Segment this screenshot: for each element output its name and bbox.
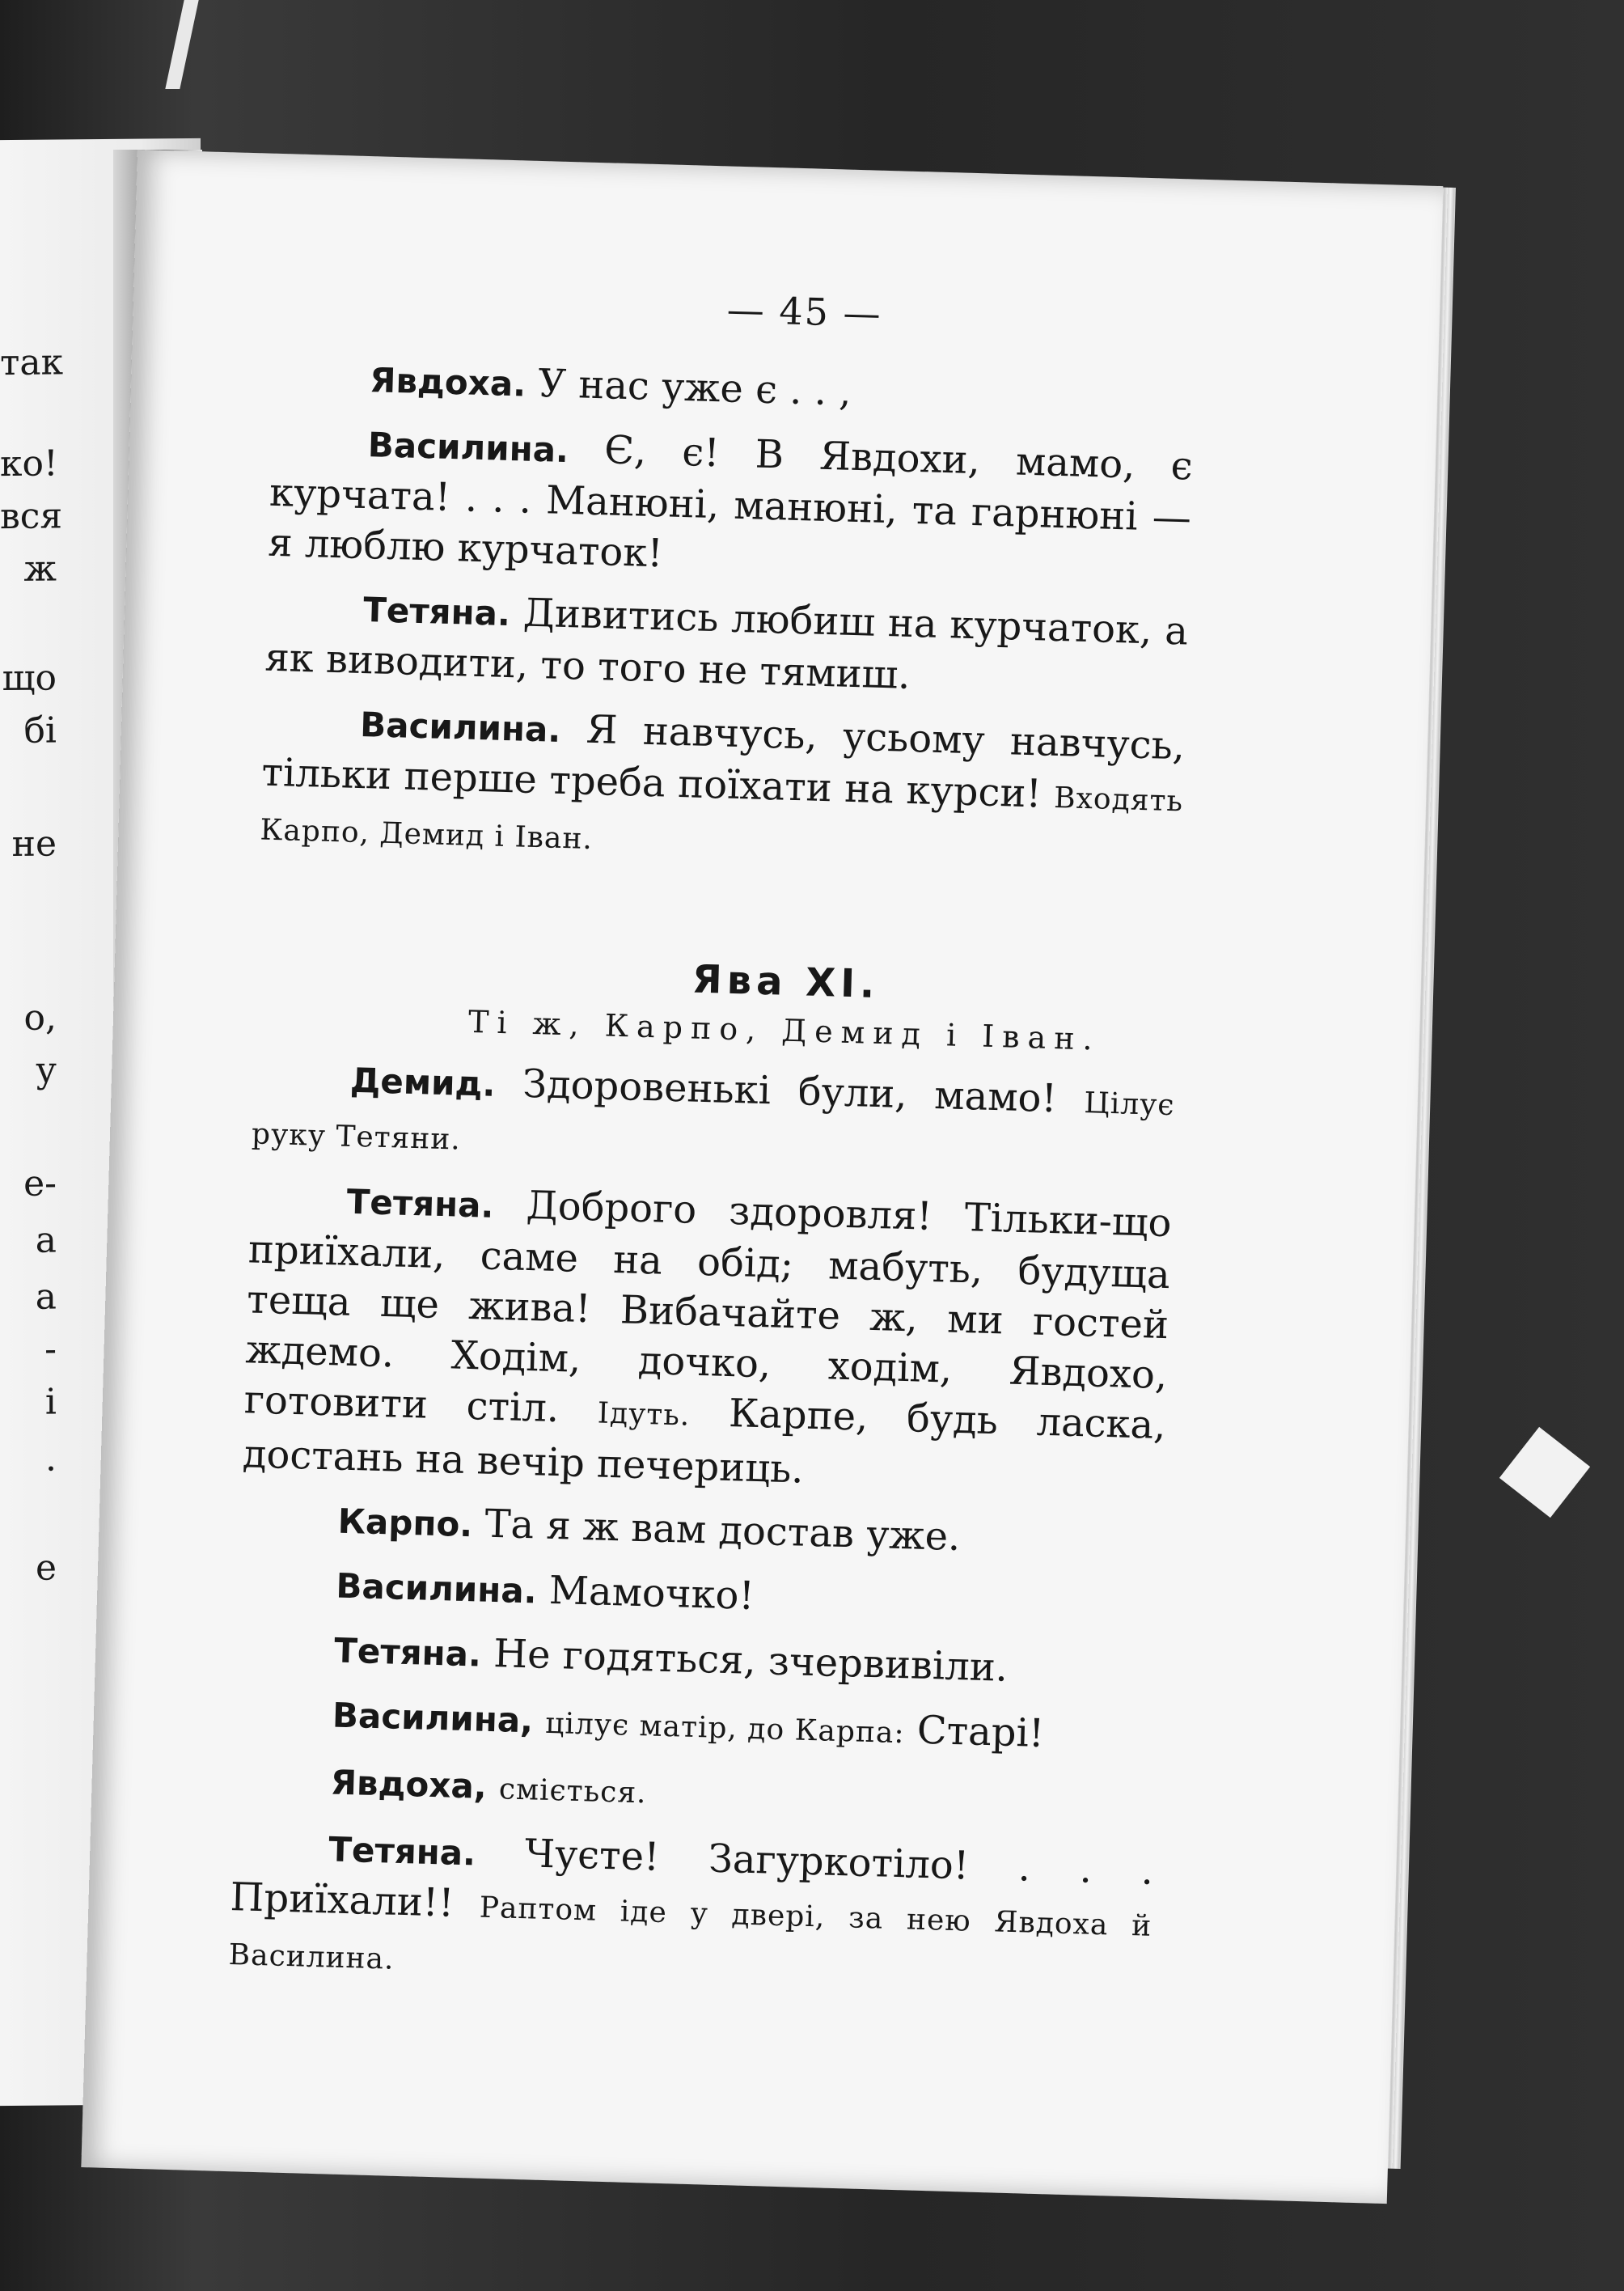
stage-direction: Ідуть. — [597, 1396, 691, 1433]
dialogue-line — [260, 696, 1186, 882]
line-text: Та я ж вам достав уже. — [484, 1501, 962, 1561]
speaker-name: Тетяна. — [362, 590, 511, 634]
left-fragment: е — [35, 1547, 57, 1589]
dialogue-line — [240, 1492, 1163, 1569]
dialogue-line — [235, 1686, 1157, 1766]
left-fragment: вся — [0, 495, 63, 538]
left-fragment: - — [44, 1328, 57, 1370]
dialogue-line — [242, 1172, 1172, 1505]
speaker-name: Тетяна. — [346, 1181, 495, 1226]
speaker-name: Василина. — [335, 1565, 538, 1611]
speaker-name: Василина. — [367, 425, 569, 471]
speaker-name: Василина, — [332, 1695, 534, 1741]
stage-direction: цілує матір, до Карпа: — [544, 1706, 906, 1751]
line-text: Я навчусь, усьому навчусь, тільки перше треба поїхати на курси! — [260, 706, 1186, 817]
scene-subtitle: Ті ж, Карпо, Демид і Іван. — [467, 1003, 1102, 1057]
page-number: — 45 — — [726, 287, 883, 336]
left-fragment: а — [35, 1219, 57, 1261]
left-fragment: е- — [23, 1162, 57, 1205]
dialogue-line — [251, 1051, 1175, 1185]
dialogue-line — [233, 1753, 1156, 1833]
line-text: У нас уже є . . , — [537, 360, 852, 415]
stage-direction: Раптом іде у двері, за нею Явдоха й Василина. — [228, 1891, 1152, 1976]
stage-direction: Входять Карпо, Демид і Іван. — [260, 781, 1184, 857]
line-text: Доброго здоровля! Тільки-що приїхали, саме на обід; мабуть, будуща теща ще жива! Вибачайте ж, ми гостей ждемо. Ходім, дочко, ходім, Явдохо, готовити стіл. — [243, 1182, 1173, 1432]
dialogue-line — [272, 351, 1195, 429]
book-page — [81, 150, 1443, 2204]
stage-direction: сміється. — [498, 1772, 648, 1810]
line-text: Є, є! В Явдохи, мамо, є курчата! . . . Манюні, манюні, та гарнюні — я люблю курчаток! — [267, 427, 1194, 577]
speaker-name: Василина. — [359, 704, 562, 750]
line-text: Мамочко! — [548, 1567, 755, 1619]
left-fragment: а — [35, 1276, 57, 1318]
left-fragment: о, — [23, 997, 57, 1039]
speaker-name: Явдоха. — [369, 360, 527, 404]
left-fragment: бі — [23, 709, 57, 752]
speaker-name: Карпо. — [337, 1501, 473, 1545]
scene-title: Ява XI. — [691, 956, 881, 1008]
speaker-name: Явдоха, — [330, 1762, 488, 1806]
dialogue-line — [236, 1621, 1159, 1699]
speaker-name: Тетяна. — [328, 1829, 476, 1874]
left-fragment: у — [36, 1049, 57, 1091]
left-fragment: ж — [23, 548, 57, 590]
left-fragment: ко! — [0, 443, 58, 485]
dialogue-line — [264, 581, 1189, 709]
line-text: Дивитись любиш на курчаток, а як виводити, то того не тямиш. — [264, 590, 1189, 698]
speaker-name: Демид. — [349, 1060, 497, 1104]
left-fragment: і — [44, 1381, 57, 1423]
left-fragment: що — [2, 657, 57, 700]
line-text: Здоровенькі були, мамо! — [522, 1061, 1058, 1122]
left-fragment: . — [45, 1438, 57, 1480]
left-fragment: так — [0, 341, 64, 384]
line-text: Чуєте! Загуркотіло! . . . Приїхали!! — [229, 1831, 1154, 1926]
left-fragment: не — [11, 823, 57, 865]
dialogue-line — [228, 1820, 1154, 2006]
page-text — [227, 275, 1197, 2019]
line-text: Не годяться, зчервивіли. — [493, 1631, 1009, 1691]
line-text-continued: Карпе, будь ласка, достань на вечір печериць. — [242, 1391, 1167, 1493]
speaker-name: Тетяна. — [333, 1630, 482, 1675]
line-text: Старі! — [916, 1707, 1045, 1757]
stage-direction: Цілує руку Тетяни. — [251, 1086, 1176, 1157]
dialogue-line — [268, 416, 1194, 594]
dialogue-line — [239, 1556, 1161, 1634]
